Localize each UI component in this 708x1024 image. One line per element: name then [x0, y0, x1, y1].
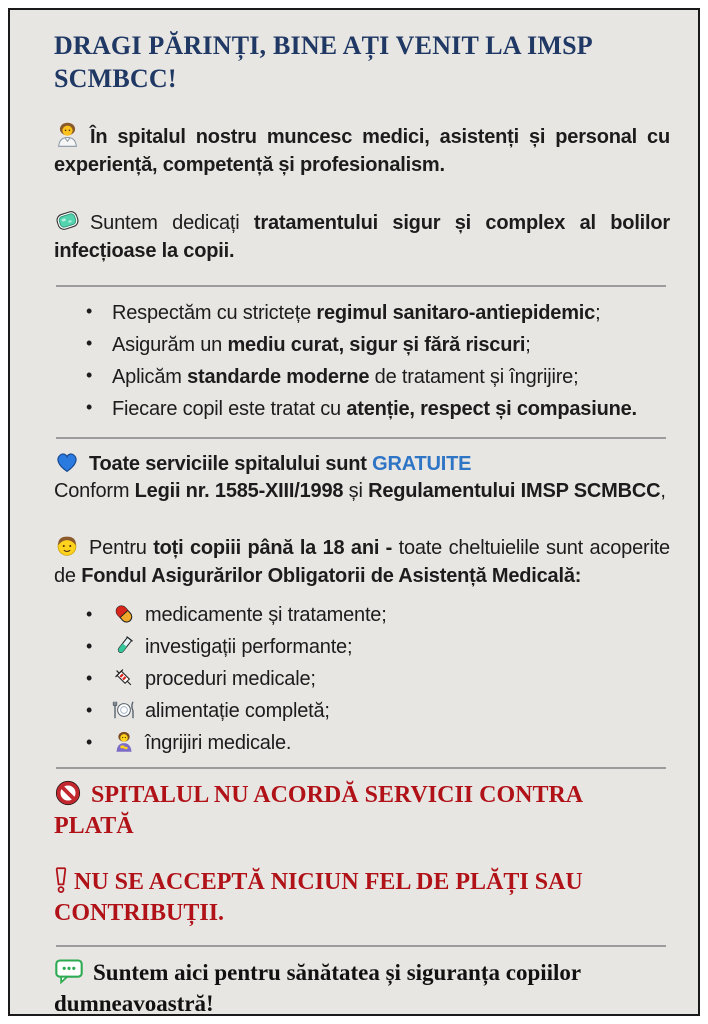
blue-heart-icon — [54, 449, 80, 475]
woman-health-worker-icon — [54, 121, 81, 148]
caring-woman-icon — [112, 730, 136, 754]
intro-text: În spitalul nostru muncesc medici, asistenți și personal cu experiență, competență și profesionalism. — [54, 126, 670, 176]
section-divider — [56, 285, 666, 287]
coverage-item — [54, 727, 670, 759]
test-tube-icon — [112, 634, 136, 658]
alert-text-line: SPITALUL NU ACORDĂ SERVICII CONTRA — [91, 781, 584, 808]
principle-text: Fiecare copil este tratat cu atenție, respect și compasiune. — [112, 397, 637, 420]
alert-text-line: PLATĂ — [54, 812, 134, 839]
intro-paragraph — [54, 121, 670, 179]
alert-no-payments — [54, 866, 670, 929]
principle-text: Asigurăm un mediu curat, sigur și fără riscuri; — [112, 333, 531, 356]
principle-item — [54, 329, 670, 361]
coverage-item-label: alimentație completă; — [145, 699, 330, 722]
coverage-item-label: investigații performante; — [145, 635, 353, 658]
page-title — [54, 30, 670, 95]
page-title-line2: SCMBCC! — [54, 63, 177, 93]
principle-item — [54, 297, 670, 329]
closing-paragraph — [54, 957, 670, 1016]
closing-text-line: dumneavoastră! — [54, 991, 214, 1016]
free-services-line — [54, 449, 670, 476]
dedication-text: Suntem dedicați tratamentului sigur și complex al bolilor infecțioase la copii. — [54, 212, 670, 262]
coverage-item — [54, 695, 670, 727]
principle-text: Respectăm cu strictețe regimul sanitaro-antiepidemic; — [112, 301, 601, 324]
closing-text-line: Suntem aici pentru sănătatea și siguranța copiilor — [93, 960, 582, 986]
pill-icon — [112, 602, 136, 626]
principle-item — [54, 361, 670, 393]
legal-basis-line — [54, 480, 670, 503]
section-divider — [56, 945, 666, 947]
exclamation-mark-icon — [54, 866, 68, 894]
alert-text-line: CONTRIBUȚII. — [54, 900, 225, 927]
soap-icon — [54, 207, 81, 234]
dedication-paragraph — [54, 207, 670, 265]
coverage-item — [54, 663, 670, 695]
coverage-item — [54, 631, 670, 663]
flyer-page — [8, 8, 700, 1016]
fork-knife-plate-icon — [112, 698, 136, 722]
coverage-list — [54, 599, 670, 759]
section-divider — [56, 437, 666, 439]
coverage-item-label: proceduri medicale; — [145, 667, 316, 690]
alert-no-paid-services — [54, 779, 670, 842]
coverage-paragraph — [54, 533, 670, 590]
principle-text: Aplicăm standarde moderne de tratament și îngrijire; — [112, 365, 579, 388]
alert-text-line: NU SE ACCEPTĂ NICIUN FEL DE PLĂȚI SAU — [74, 868, 583, 895]
coverage-text: Pentru toți copiii până la 18 ani - toate cheltuielile sunt acoperite de Fondul Asigurărilor Obligatorii de Asistență Medicală: — [54, 537, 670, 587]
child-icon — [54, 533, 80, 559]
page-title-line1: DRAGI PĂRINȚI, BINE AȚI VENIT LA IMSP — [54, 31, 593, 60]
syringe-icon — [112, 666, 136, 690]
principles-list — [54, 297, 670, 425]
legal-basis-text: Conform Legii nr. 1585-XIII/1998 și Regulamentului IMSP SCMBCC, — [54, 480, 666, 503]
coverage-item-label: medicamente și tratamente; — [145, 603, 387, 626]
coverage-item-label: îngrijiri medicale. — [145, 731, 292, 754]
coverage-item — [54, 599, 670, 631]
speech-balloon-icon — [54, 957, 84, 985]
free-services-text: Toate serviciile spitalului sunt GRATUITE — [89, 453, 472, 476]
no-entry-icon — [54, 779, 82, 807]
section-divider — [56, 767, 666, 769]
principle-item — [54, 393, 670, 425]
